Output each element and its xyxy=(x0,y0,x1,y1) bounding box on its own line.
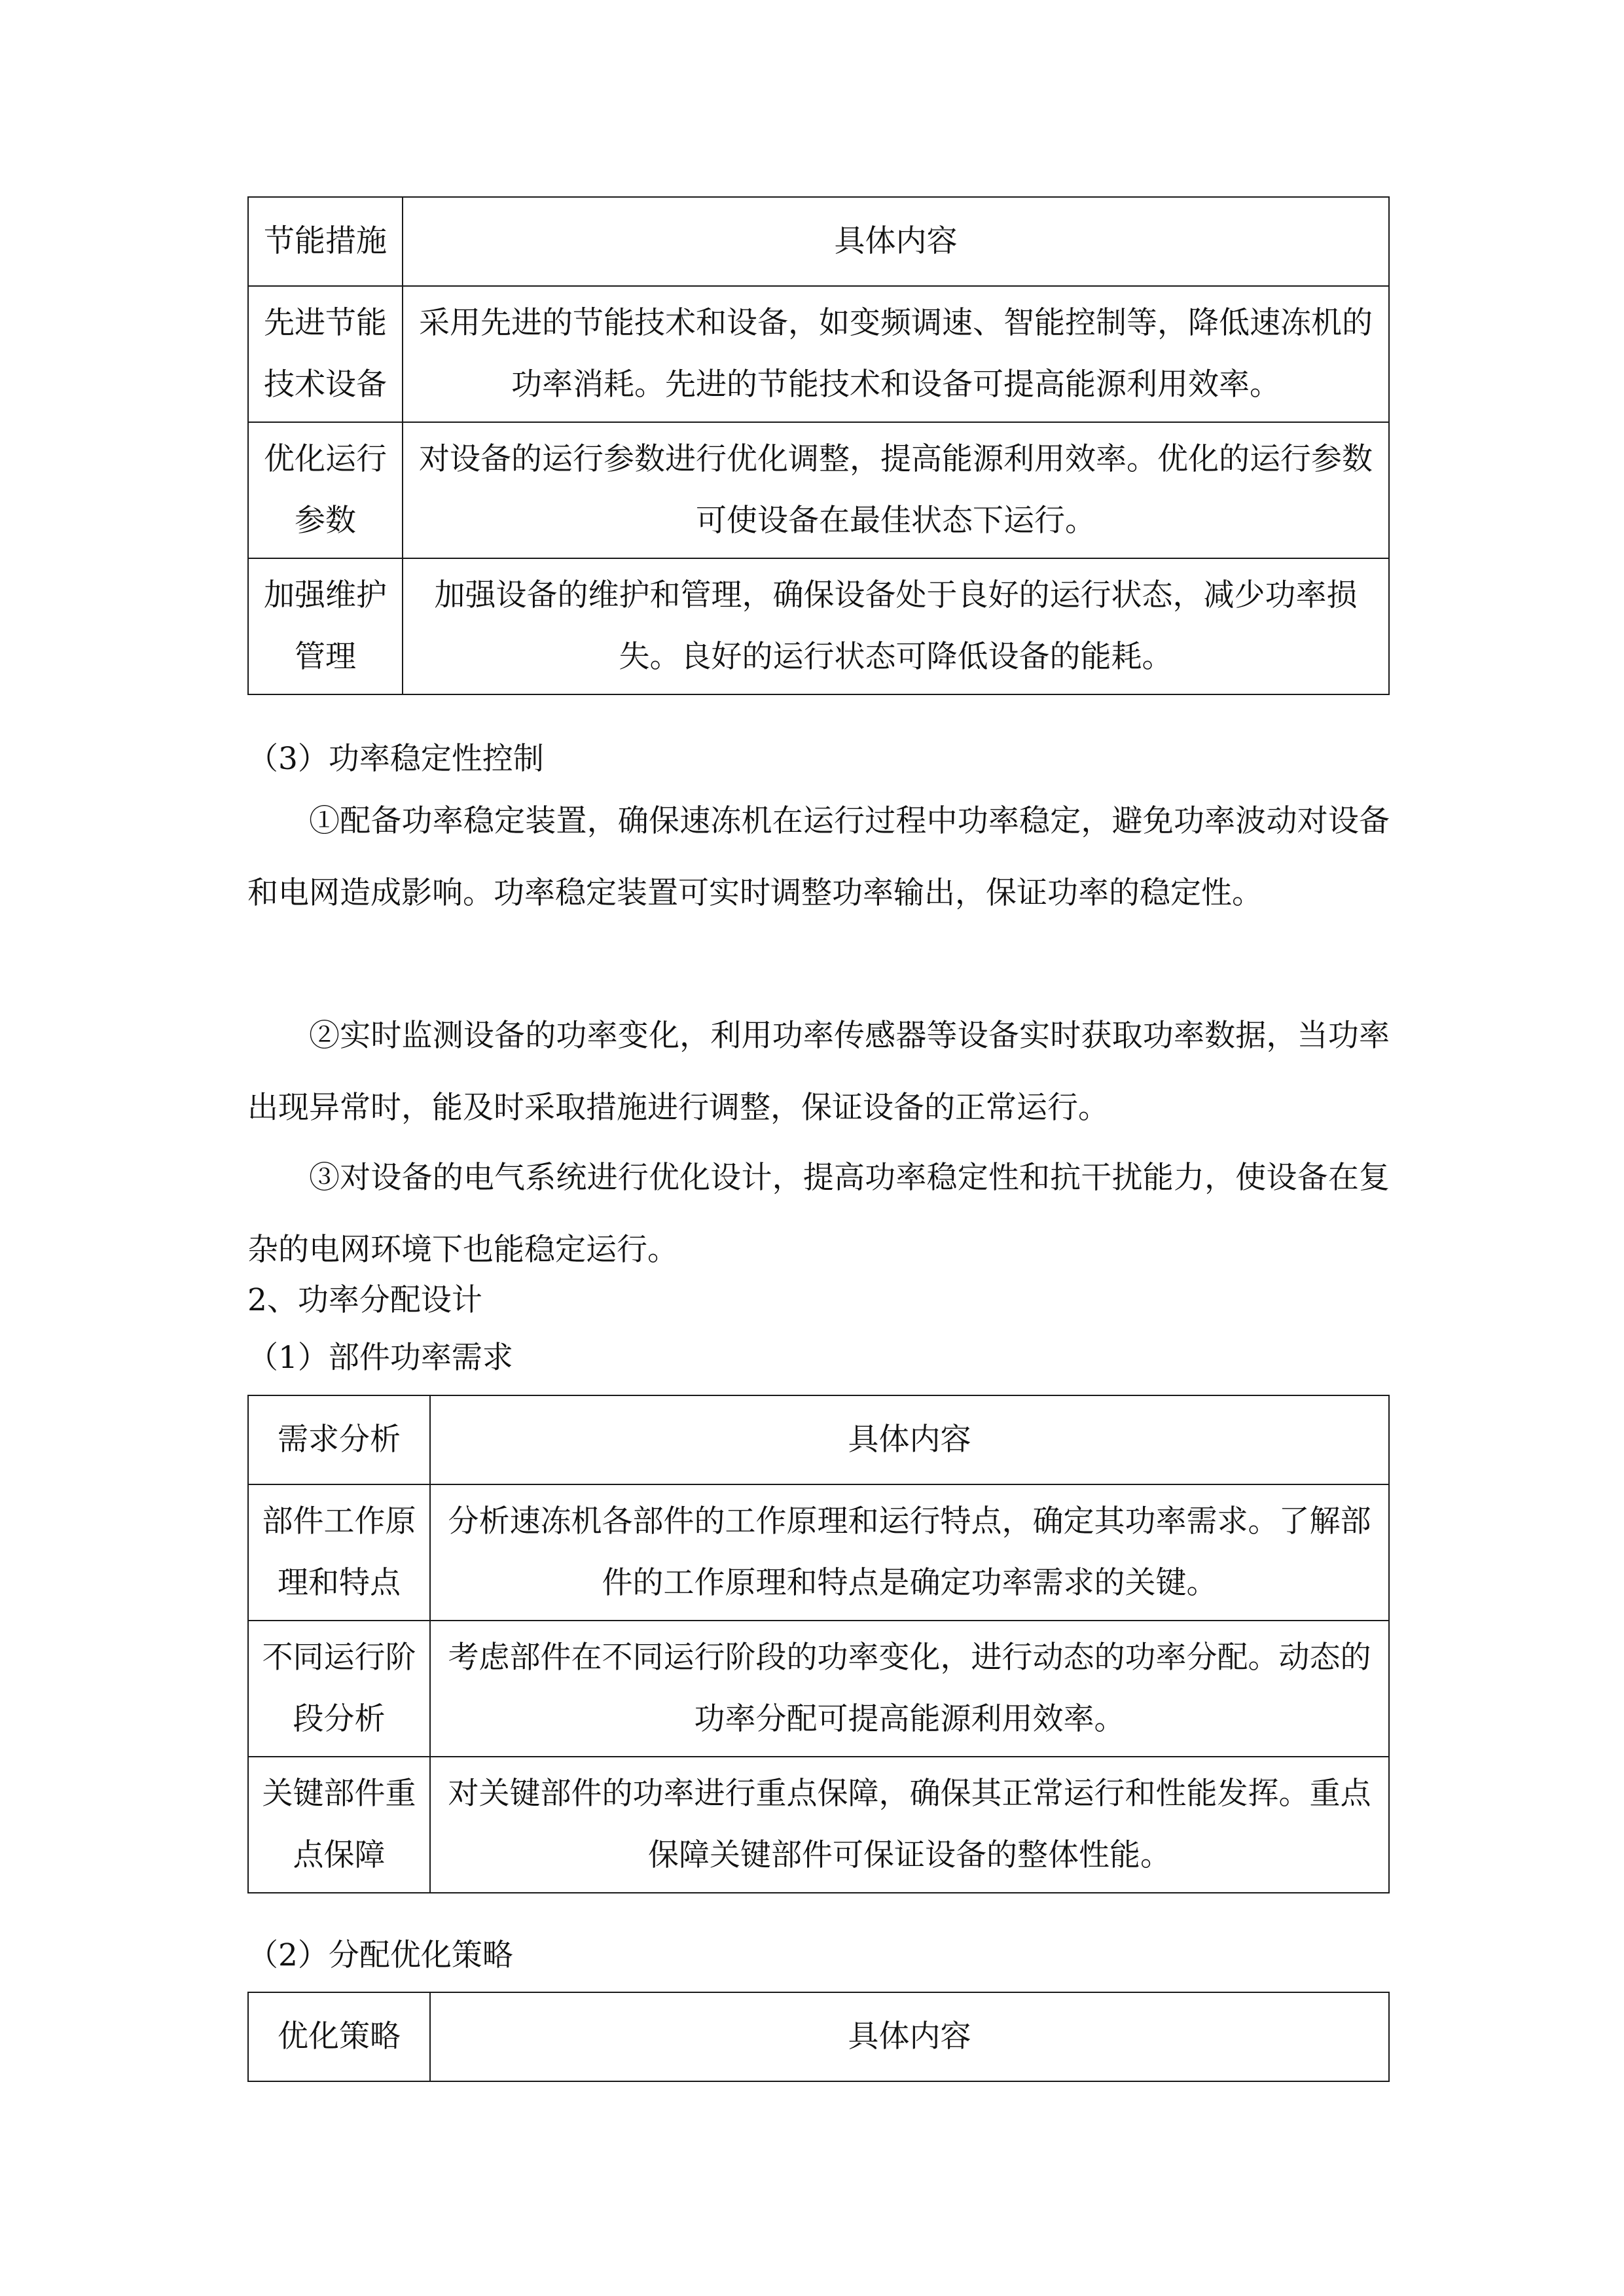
table-cell-measure: 先进节能技术设备 xyxy=(248,286,403,422)
subheading-distribution-strategy: （2）分配优化策略 xyxy=(247,1937,513,1973)
table-header-row xyxy=(248,1992,1389,2081)
table-row xyxy=(248,1621,1389,1757)
table-cell-content: 考虑部件在不同运行阶段的功率变化，进行动态的功率分配。动态的功率分配可提高能源利用效率。 xyxy=(430,1621,1389,1757)
table-cell-content: 对设备的运行参数进行优化调整，提高能源利用效率。优化的运行参数可使设备在最佳状态下运行。 xyxy=(403,422,1389,558)
section-title-power-stability: （3）功率稳定性控制 xyxy=(247,741,544,777)
optimization-strategy-table xyxy=(247,1992,1390,2082)
table-header-cell: 具体内容 xyxy=(403,197,1389,286)
table-header-row xyxy=(248,1395,1389,1484)
table-cell-content: 分析速冻机各部件的工作原理和运行特点，确定其功率需求。了解部件的工作原理和特点是确定功率需求的关键。 xyxy=(430,1484,1389,1621)
table-cell-measure: 优化运行参数 xyxy=(248,422,403,558)
heading-power-distribution: 2、功率分配设计 xyxy=(247,1282,482,1318)
energy-saving-table xyxy=(247,196,1390,695)
table-cell-content: 采用先进的节能技术和设备，如变频调速、智能控制等，降低速冻机的功率消耗。先进的节能技术和设备可提高能源利用效率。 xyxy=(403,286,1389,422)
table-cell-measure: 加强维护管理 xyxy=(248,558,403,694)
table-header-cell: 具体内容 xyxy=(430,1395,1389,1484)
table-header-cell: 优化策略 xyxy=(248,1992,430,2081)
table-header-cell: 具体内容 xyxy=(430,1992,1389,2081)
table-header-cell: 需求分析 xyxy=(248,1395,430,1484)
table-header-row xyxy=(248,197,1389,286)
table-cell-analysis: 不同运行阶段分析 xyxy=(248,1621,430,1757)
table-cell-analysis: 部件工作原理和特点 xyxy=(248,1484,430,1621)
table-cell-analysis: 关键部件重点保障 xyxy=(248,1757,430,1893)
subheading-component-demand: （1）部件功率需求 xyxy=(247,1340,513,1376)
paragraph-2: ②实时监测设备的功率变化，利用功率传感器等设备实时获取功率数据，当功率出现异常时，能及时采取措施进行调整，保证设备的正常运行。 xyxy=(247,1018,1390,1126)
table-cell-content: 对关键部件的功率进行重点保障，确保其正常运行和性能发挥。重点保障关键部件可保证设备的整体性能。 xyxy=(430,1757,1389,1893)
paragraph-1: ①配备功率稳定装置，确保速冻机在运行过程中功率稳定，避免功率波动对设备和电网造成影响。功率稳定装置可实时调整功率输出，保证功率的稳定性。 xyxy=(247,803,1390,911)
table-row xyxy=(248,1484,1389,1621)
table-row xyxy=(248,286,1389,422)
paragraph-3: ③对设备的电气系统进行优化设计，提高功率稳定性和抗干扰能力，使设备在复杂的电网环境下也能稳定运行。 xyxy=(247,1160,1390,1268)
table-row xyxy=(248,422,1389,558)
table-cell-content: 加强设备的维护和管理，确保设备处于良好的运行状态，减少功率损失。良好的运行状态可降低设备的能耗。 xyxy=(403,558,1389,694)
table-row xyxy=(248,558,1389,694)
power-demand-table xyxy=(247,1395,1390,1893)
table-header-cell: 节能措施 xyxy=(248,197,403,286)
table-row xyxy=(248,1757,1389,1893)
